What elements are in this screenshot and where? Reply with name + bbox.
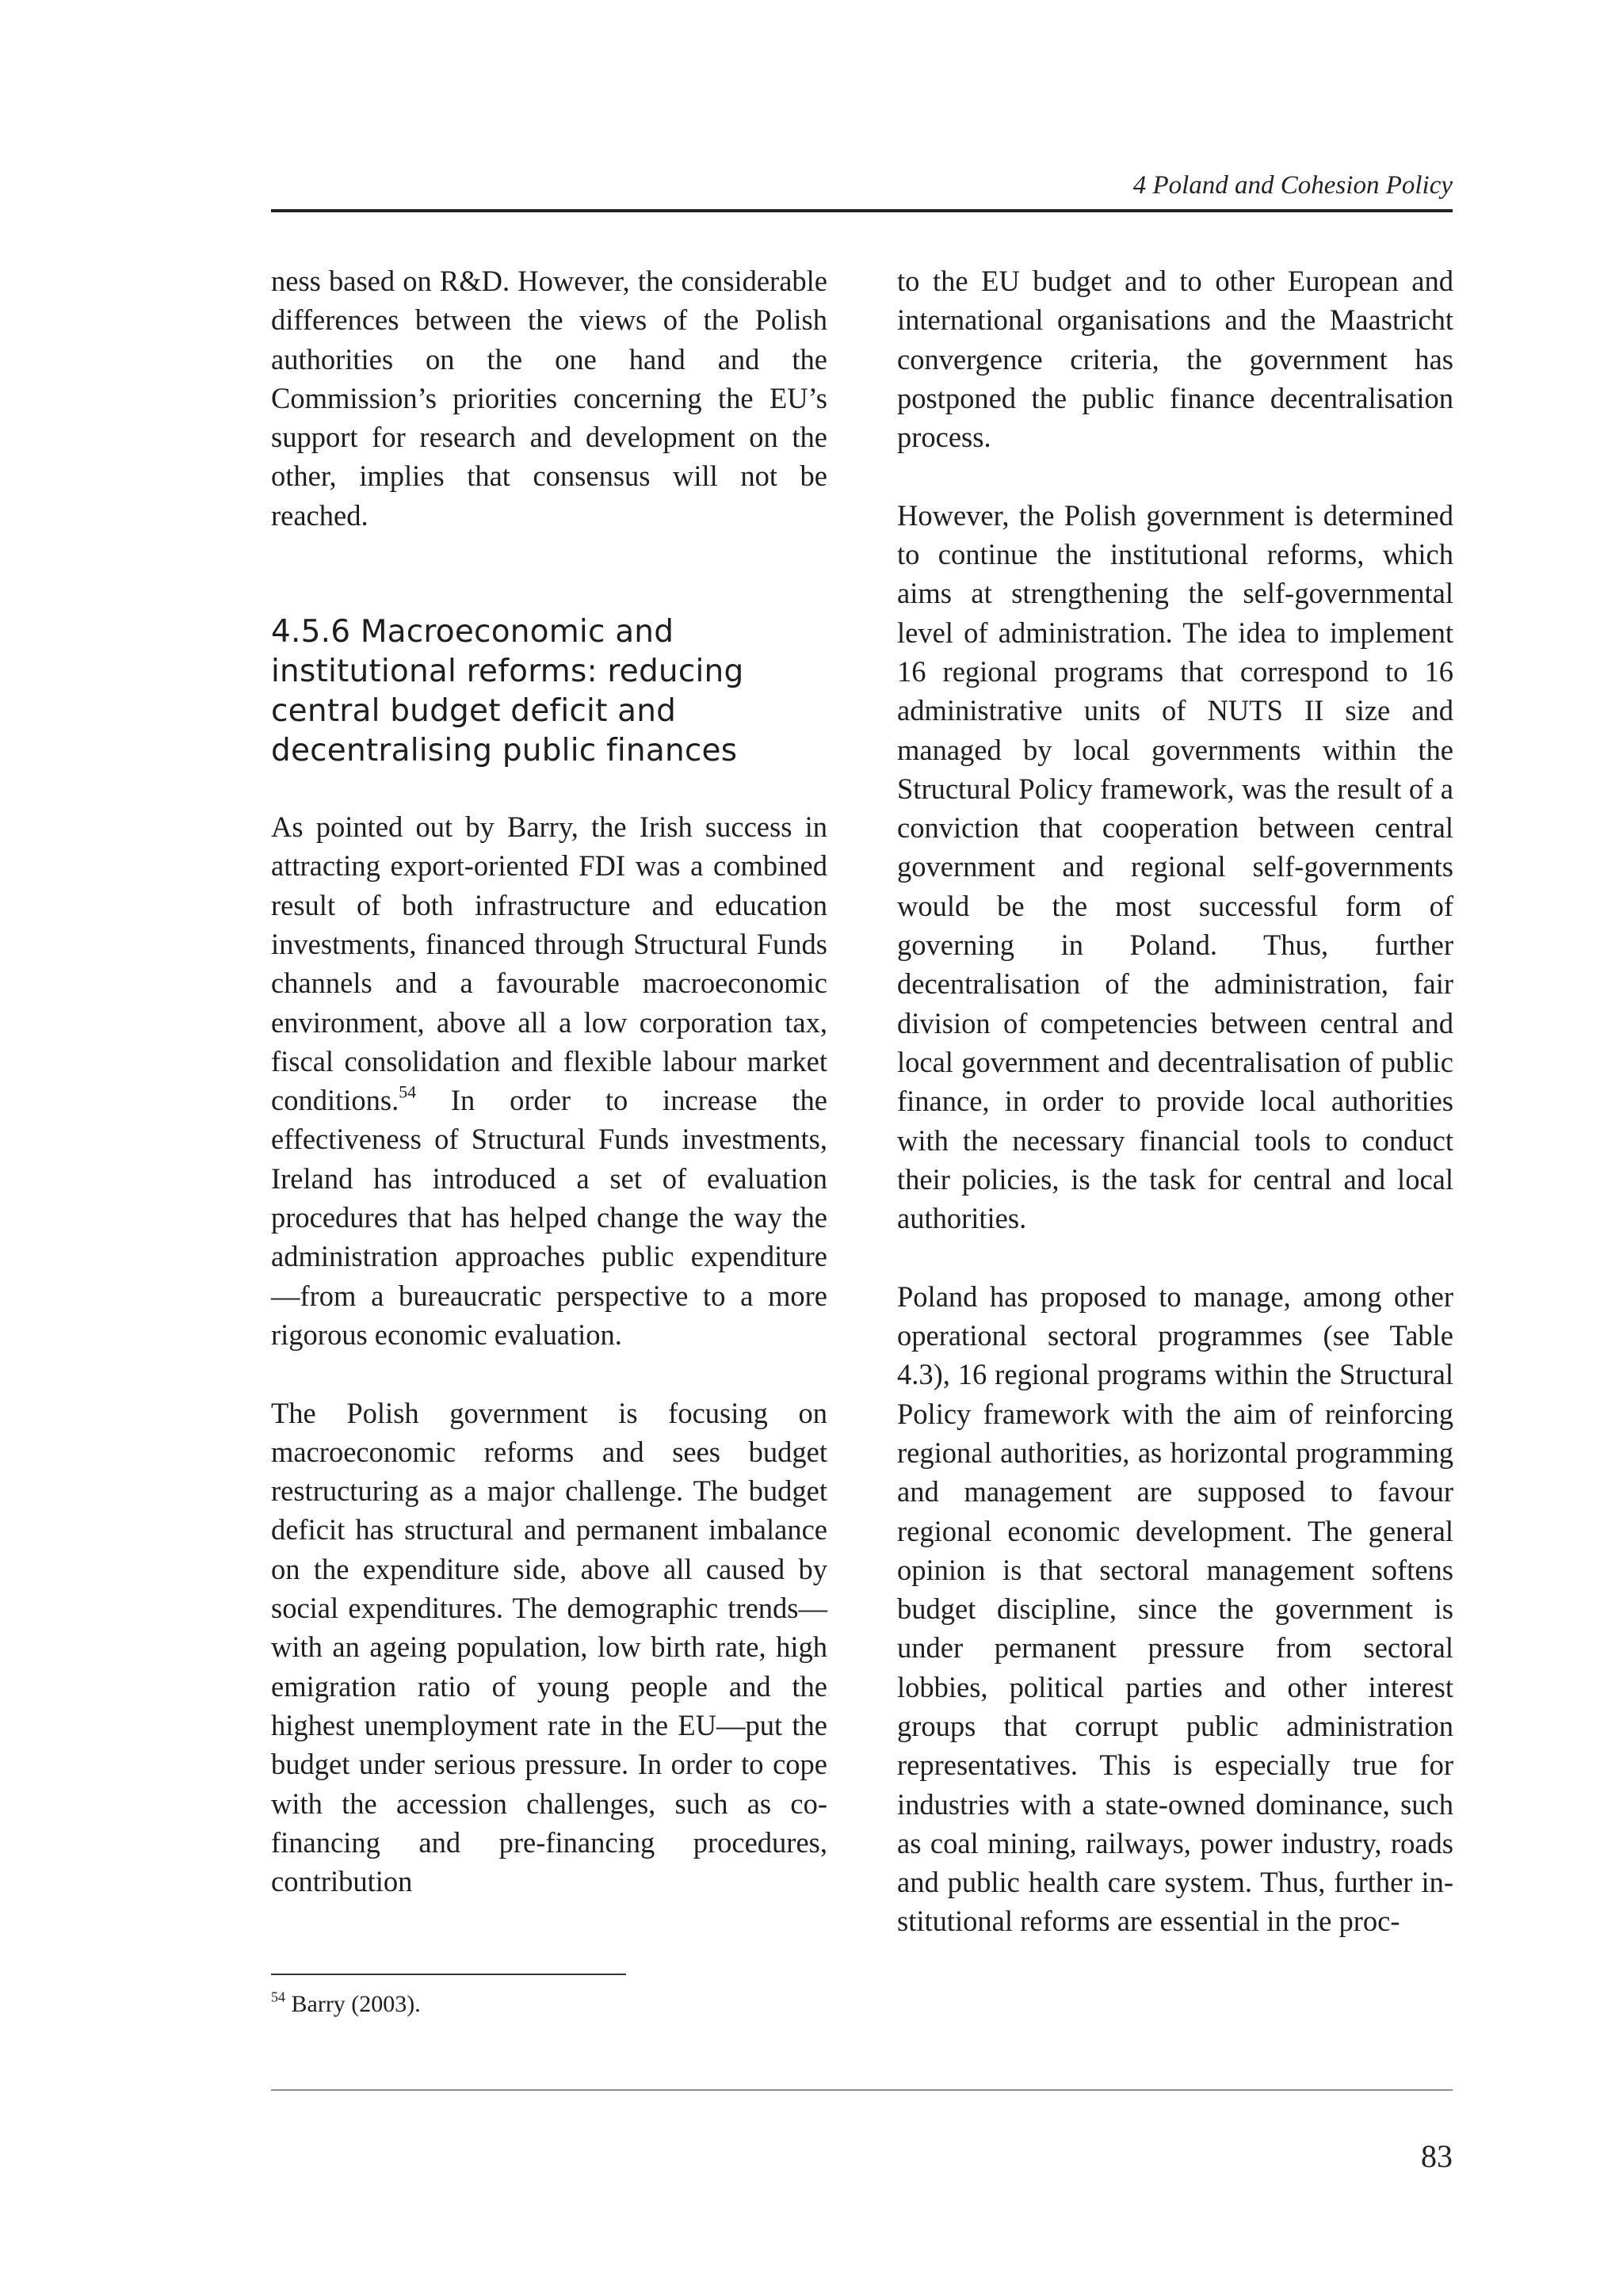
page-number: 83 bbox=[1421, 2138, 1453, 2174]
footnote-text: Barry (2003). bbox=[285, 1991, 421, 2017]
paragraph-text: In order to increase the effectiveness of Structural Funds investments, Ireland has introduced a set of evaluation procedures that has helped change the way the administration approaches public expenditure—from a bureaucratic perspective to a more rigorous economic evaluation. bbox=[271, 1084, 827, 1351]
footnote-reference[interactable]: 54 bbox=[399, 1081, 417, 1102]
left-column bbox=[271, 261, 827, 1901]
footnote-rule bbox=[271, 1974, 626, 1975]
paragraph: ness based on R&D. However, the considerable differences between the views of the Polish authorities on the one hand and the Commission’s priorities concerning the EU’s support for research and development on the other, implies that consensus will not be reached. bbox=[271, 265, 827, 532]
right-column bbox=[897, 261, 1453, 1941]
running-header: 4 Poland and Cohesion Policy bbox=[1132, 171, 1453, 200]
paragraph-text: As pointed out by Barry, the Irish success in attracting export-oriented FDI was a combined result of both infrastructure and education investments, financed through Structural Funds channels and a favourable macroeconomic environment, above all a low corporation tax, fiscal consolidation and flexible labour market conditions. bbox=[271, 810, 827, 1117]
section-heading: 4.5.6 Macroeconomic and institutional reforms: reducing central budget deficit and decentralising public finances bbox=[271, 614, 744, 769]
footnote-number: 54 bbox=[271, 1989, 285, 2005]
paragraph bbox=[271, 807, 827, 1354]
paragraph: Poland has proposed to manage, among other operational sectoral programmes (see Table 4.3), 16 regional programs within the Structural Policy framework with the aim of reinforcing regional authorities, as horizontal programming and management are supposed to favour regional economic development. The general opinion is that sectoral management softens budget discipline, since the government is under permanent pressure from sectoral lobbies, political parties and other interest groups that corrupt public administration representatives. This is especially true for industries with a state-owned dominance, such as coal mining, railways, power industry, roads and public health care system. Thus, further institutional reforms are essential in the proc- bbox=[897, 1280, 1453, 1938]
paragraph: The Polish government is focusing on macroeconomic reforms and sees budget restructuring as a major challenge. The budget deficit has structural and permanent imbalance on the expenditure side, above all caused by social expenditures. The demographic trends—with an ageing population, low birth rate, high emigration ratio of young people and the highest unemployment rate in the EU—put the budget under serious pressure. In order to cope with the accession challenges, such as co-financing and pre-financing procedures, contribution bbox=[271, 1396, 827, 1898]
footer-rule bbox=[271, 2089, 1453, 2091]
paragraph: However, the Polish government is determined to continue the institutional reforms, which aims at strengthening the self-governmental level of administration. The idea to implement 16 regional programs that correspond to 16 administrative units of NUTS II size and managed by local governments within the Structural Policy framework, was the result of a conviction that cooperation between central government and regional self-governments would be the most successful form of governing in Poland. Thus, further decentralisation of the administration, fair division of competencies between central and local government and decentralisation of public finance, in order to provide local authorities with the necessary financial tools to conduct their policies, is the task for central and local authorities. bbox=[897, 498, 1453, 1235]
header-rule bbox=[271, 209, 1453, 212]
paragraph: to the EU budget and to other European and international organisations and the Maastricht convergence criteria, the government has postponed the public finance decentralisation process. bbox=[897, 265, 1453, 454]
footnote bbox=[271, 1989, 421, 2020]
